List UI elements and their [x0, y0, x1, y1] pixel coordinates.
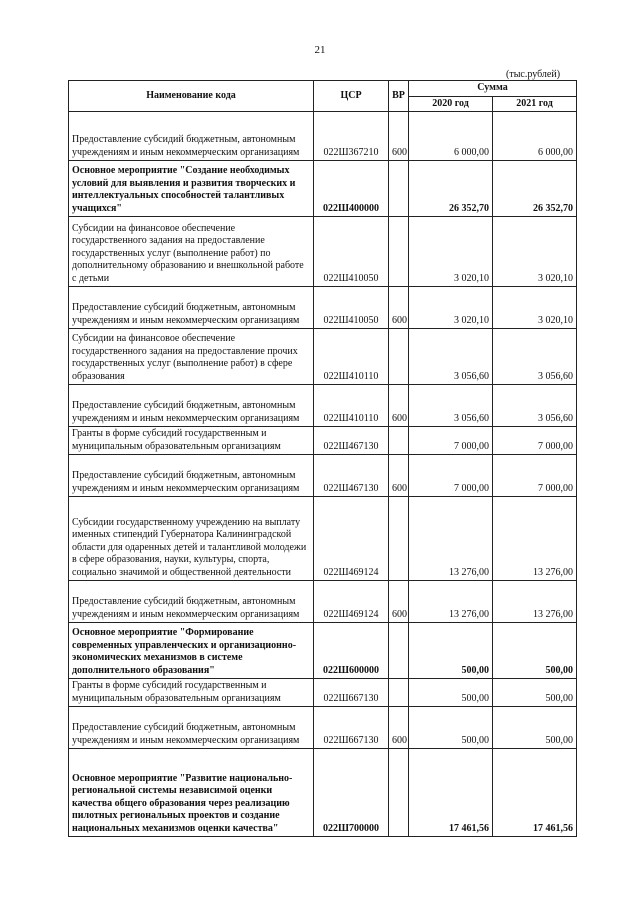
header-sum: Сумма [409, 81, 577, 97]
row-name: Основное мероприятие "Создание необходимых условий для выявления и развития творческих и интеллектуальных способностей талантливых учащихся" [69, 161, 314, 217]
table-row [69, 161, 577, 217]
row-vr-code: 600 [389, 287, 409, 329]
row-csr-code: 022Ш667130 [314, 707, 389, 749]
row-vr-code [389, 427, 409, 455]
table-row [69, 287, 577, 329]
row-name: Предоставление субсидий бюджетным, автономным учреждениям и иным некоммерческим организациям [69, 707, 314, 749]
row-sum-2020: 7 000,00 [409, 455, 493, 497]
table-row [69, 581, 577, 623]
row-vr-code [389, 679, 409, 707]
row-sum-2020: 26 352,70 [409, 161, 493, 217]
row-sum-2020: 17 461,56 [409, 749, 493, 837]
table-row [69, 112, 577, 161]
row-vr-code [389, 329, 409, 385]
header-csr: ЦСР [314, 81, 389, 112]
row-sum-2020: 13 276,00 [409, 497, 493, 581]
table-row [69, 455, 577, 497]
row-name: Предоставление субсидий бюджетным, автономным учреждениям и иным некоммерческим организациям [69, 112, 314, 161]
table-row [69, 623, 577, 679]
row-name: Предоставление субсидий бюджетным, автономным учреждениям и иным некоммерческим организациям [69, 385, 314, 427]
row-vr-code [389, 161, 409, 217]
row-sum-2021: 26 352,70 [493, 161, 577, 217]
row-sum-2021: 13 276,00 [493, 581, 577, 623]
row-csr-code: 022Ш467130 [314, 427, 389, 455]
table-body [69, 112, 577, 837]
row-sum-2020: 7 000,00 [409, 427, 493, 455]
header-name: Наименование кода [69, 81, 314, 112]
header-year-2021: 2021 год [493, 96, 577, 112]
row-sum-2021: 3 020,10 [493, 217, 577, 287]
row-name: Гранты в форме субсидий государственным и муниципальным образовательным организациям [69, 427, 314, 455]
table-row [69, 497, 577, 581]
row-csr-code: 022Ш410110 [314, 385, 389, 427]
row-csr-code: 022Ш467130 [314, 455, 389, 497]
header-year-2020: 2020 год [409, 96, 493, 112]
table-row [69, 329, 577, 385]
budget-table [68, 80, 577, 837]
row-sum-2020: 500,00 [409, 679, 493, 707]
row-csr-code: 022Ш469124 [314, 497, 389, 581]
page-number: 21 [314, 44, 326, 56]
row-sum-2021: 17 461,56 [493, 749, 577, 837]
row-vr-code: 600 [389, 581, 409, 623]
row-sum-2021: 7 000,00 [493, 427, 577, 455]
row-vr-code: 600 [389, 707, 409, 749]
row-sum-2020: 500,00 [409, 623, 493, 679]
row-sum-2021: 3 056,60 [493, 385, 577, 427]
row-name: Предоставление субсидий бюджетным, автономным учреждениям и иным некоммерческим организациям [69, 287, 314, 329]
row-vr-code [389, 749, 409, 837]
table-row [69, 679, 577, 707]
row-vr-code [389, 497, 409, 581]
row-sum-2021: 6 000,00 [493, 112, 577, 161]
row-vr-code [389, 217, 409, 287]
row-csr-code: 022Ш469124 [314, 581, 389, 623]
row-sum-2020: 3 020,10 [409, 217, 493, 287]
row-sum-2020: 3 056,60 [409, 329, 493, 385]
row-sum-2020: 500,00 [409, 707, 493, 749]
row-name: Основное мероприятие "Развитие национально-региональной системы независимой оценки качества общего образования через реализацию пилотных региональных проектов и создание национальных механизмов оценки качества" [69, 749, 314, 837]
row-sum-2020: 13 276,00 [409, 581, 493, 623]
table-row [69, 217, 577, 287]
row-csr-code: 022Ш667130 [314, 679, 389, 707]
row-name: Предоставление субсидий бюджетным, автономным учреждениям и иным некоммерческим организациям [69, 581, 314, 623]
row-csr-code: 022Ш600000 [314, 623, 389, 679]
row-vr-code: 600 [389, 455, 409, 497]
row-vr-code: 600 [389, 112, 409, 161]
row-vr-code: 600 [389, 385, 409, 427]
row-csr-code: 022Ш410050 [314, 217, 389, 287]
row-sum-2021: 500,00 [493, 707, 577, 749]
row-sum-2020: 3 020,10 [409, 287, 493, 329]
row-sum-2021: 500,00 [493, 679, 577, 707]
table-row [69, 749, 577, 837]
row-name: Субсидии на финансовое обеспечение государственного задания на предоставление прочих государственных услуг (выполнение работ) в сфере образования [69, 329, 314, 385]
row-csr-code: 022Ш410110 [314, 329, 389, 385]
units-label: (тыс.рублей) [506, 69, 561, 80]
table-row [69, 707, 577, 749]
row-sum-2021: 13 276,00 [493, 497, 577, 581]
table-row [69, 427, 577, 455]
row-name: Субсидии на финансовое обеспечение государственного задания на предоставление государственных услуг (выполнение работ) по дополнительному образованию и внешкольной работе с детьми [69, 217, 314, 287]
header-vr: ВР [389, 81, 409, 112]
table-row [69, 385, 577, 427]
row-sum-2021: 500,00 [493, 623, 577, 679]
row-csr-code: 022Ш400000 [314, 161, 389, 217]
row-csr-code: 022Ш700000 [314, 749, 389, 837]
row-sum-2020: 3 056,60 [409, 385, 493, 427]
row-sum-2021: 7 000,00 [493, 455, 577, 497]
row-sum-2021: 3 020,10 [493, 287, 577, 329]
row-vr-code [389, 623, 409, 679]
row-csr-code: 022Ш367210 [314, 112, 389, 161]
row-name: Предоставление субсидий бюджетным, автономным учреждениям и иным некоммерческим организациям [69, 455, 314, 497]
row-sum-2020: 6 000,00 [409, 112, 493, 161]
row-name: Субсидии государственному учреждению на выплату именных стипендий Губернатора Калининградской области для одаренных детей и талантливой молодежи в сфере образования, науки, культуры, спорта, социально значимой и общественной деятельности [69, 497, 314, 581]
row-sum-2021: 3 056,60 [493, 329, 577, 385]
row-name: Гранты в форме субсидий государственным и муниципальным образовательным организациям [69, 679, 314, 707]
row-name: Основное мероприятие "Формирование современных управленческих и организационно-экономических механизмов в системе дополнительного образования" [69, 623, 314, 679]
row-csr-code: 022Ш410050 [314, 287, 389, 329]
